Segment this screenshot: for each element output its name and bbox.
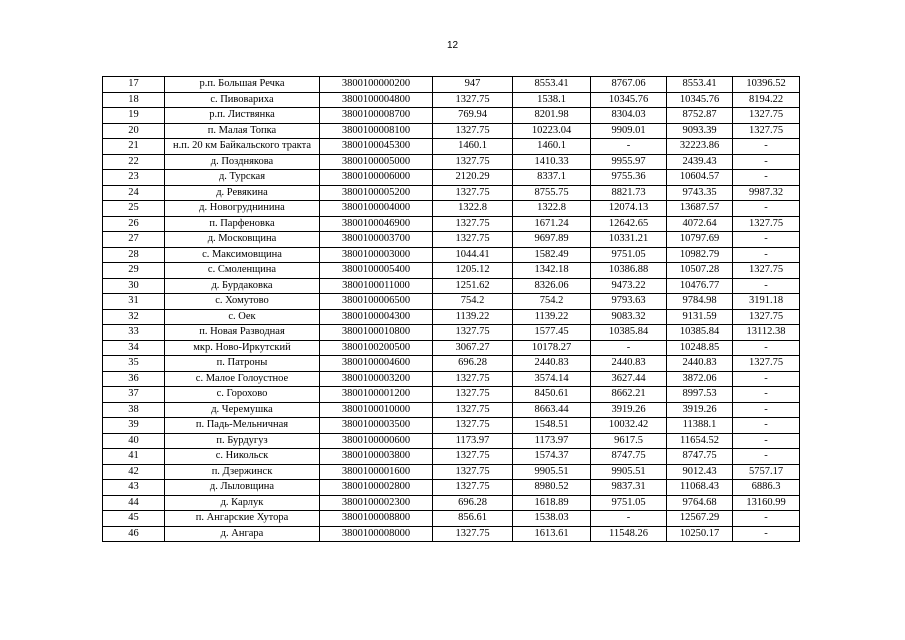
- table-row: [103, 340, 800, 356]
- settlement-cell: п. Малая Топка: [165, 123, 320, 139]
- value-cell-5: -: [733, 170, 800, 186]
- table-row: [103, 108, 800, 124]
- code-cell: 3800100001200: [320, 387, 433, 403]
- value-cell-4: 4072.64: [667, 216, 733, 232]
- value-cell-4: 10604.57: [667, 170, 733, 186]
- value-cell-3: 8662.21: [591, 387, 667, 403]
- value-cell-5: 9987.32: [733, 185, 800, 201]
- row-number-cell: 35: [103, 356, 165, 372]
- value-cell-3: 3919.26: [591, 402, 667, 418]
- settlement-cell: с. Горохово: [165, 387, 320, 403]
- settlement-cell: с. Оек: [165, 309, 320, 325]
- code-cell: 3800100001600: [320, 464, 433, 480]
- value-cell-4: 10345.76: [667, 92, 733, 108]
- settlement-cell: п. Патроны: [165, 356, 320, 372]
- value-cell-3: 9473.22: [591, 278, 667, 294]
- settlement-cell: р.п. Большая Речка: [165, 77, 320, 93]
- value-cell-5: -: [733, 371, 800, 387]
- settlement-cell: п. Новая Разводная: [165, 325, 320, 341]
- value-cell-1: 754.2: [433, 294, 513, 310]
- value-cell-2: 8663.44: [513, 402, 591, 418]
- row-number-cell: 29: [103, 263, 165, 279]
- value-cell-2: 1538.03: [513, 511, 591, 527]
- value-cell-2: 8326.06: [513, 278, 591, 294]
- value-cell-4: 9764.68: [667, 495, 733, 511]
- row-number-cell: 45: [103, 511, 165, 527]
- row-number-cell: 23: [103, 170, 165, 186]
- value-cell-3: 9751.05: [591, 247, 667, 263]
- row-number-cell: 40: [103, 433, 165, 449]
- value-cell-5: 1327.75: [733, 216, 800, 232]
- code-cell: 3800100010800: [320, 325, 433, 341]
- value-cell-1: 1460.1: [433, 139, 513, 155]
- row-number-cell: 21: [103, 139, 165, 155]
- row-number-cell: 22: [103, 154, 165, 170]
- row-number-cell: 32: [103, 309, 165, 325]
- table-row: [103, 433, 800, 449]
- value-cell-4: 11068.43: [667, 480, 733, 496]
- value-cell-4: 2439.43: [667, 154, 733, 170]
- value-cell-4: 13687.57: [667, 201, 733, 217]
- table-row: [103, 263, 800, 279]
- row-number-cell: 34: [103, 340, 165, 356]
- code-cell: 3800100002300: [320, 495, 433, 511]
- value-cell-3: 8821.73: [591, 185, 667, 201]
- table-body: [103, 77, 800, 542]
- settlement-cell: д. Лыловщина: [165, 480, 320, 496]
- value-cell-1: 1327.75: [433, 325, 513, 341]
- value-cell-2: 1139.22: [513, 309, 591, 325]
- value-cell-2: 1613.61: [513, 526, 591, 542]
- value-cell-3: 12074.13: [591, 201, 667, 217]
- settlement-cell: п. Ангарские Хутора: [165, 511, 320, 527]
- value-cell-1: 1251.62: [433, 278, 513, 294]
- value-cell-4: 3919.26: [667, 402, 733, 418]
- value-cell-2: 1460.1: [513, 139, 591, 155]
- table-row: [103, 216, 800, 232]
- code-cell: 3800100011000: [320, 278, 433, 294]
- code-cell: 3800100003700: [320, 232, 433, 248]
- value-cell-5: 1327.75: [733, 123, 800, 139]
- code-cell: 3800100005000: [320, 154, 433, 170]
- value-cell-4: 9093.39: [667, 123, 733, 139]
- table-row: [103, 154, 800, 170]
- value-cell-1: 1327.75: [433, 402, 513, 418]
- row-number-cell: 20: [103, 123, 165, 139]
- row-number-cell: 41: [103, 449, 165, 465]
- value-cell-3: 9837.31: [591, 480, 667, 496]
- value-cell-4: 3872.06: [667, 371, 733, 387]
- table-row: [103, 449, 800, 465]
- table-row: [103, 511, 800, 527]
- value-cell-3: 8747.75: [591, 449, 667, 465]
- table-row: [103, 92, 800, 108]
- value-cell-2: 1618.89: [513, 495, 591, 511]
- value-cell-2: 9905.51: [513, 464, 591, 480]
- value-cell-2: 9697.89: [513, 232, 591, 248]
- value-cell-3: 9755.36: [591, 170, 667, 186]
- value-cell-4: 2440.83: [667, 356, 733, 372]
- value-cell-1: 1173.97: [433, 433, 513, 449]
- value-cell-4: 10476.77: [667, 278, 733, 294]
- value-cell-1: 1327.75: [433, 371, 513, 387]
- code-cell: 3800100008000: [320, 526, 433, 542]
- value-cell-1: 1205.12: [433, 263, 513, 279]
- value-cell-5: -: [733, 340, 800, 356]
- value-cell-1: 1327.75: [433, 216, 513, 232]
- settlement-cell: мкр. Ново-Иркутский: [165, 340, 320, 356]
- value-cell-4: 11388.1: [667, 418, 733, 434]
- settlement-cell: с. Малое Голоустное: [165, 371, 320, 387]
- code-cell: 3800100010000: [320, 402, 433, 418]
- settlement-cell: д. Бурдаковка: [165, 278, 320, 294]
- value-cell-3: 9905.51: [591, 464, 667, 480]
- value-cell-1: 1139.22: [433, 309, 513, 325]
- data-table: [102, 76, 800, 542]
- value-cell-4: 10797.69: [667, 232, 733, 248]
- value-cell-2: 8337.1: [513, 170, 591, 186]
- code-cell: 3800100005200: [320, 185, 433, 201]
- settlement-cell: д. Черемушка: [165, 402, 320, 418]
- table-row: [103, 278, 800, 294]
- value-cell-2: 1410.33: [513, 154, 591, 170]
- table-row: [103, 170, 800, 186]
- settlement-cell: с. Никольск: [165, 449, 320, 465]
- value-cell-1: 1327.75: [433, 154, 513, 170]
- row-number-cell: 27: [103, 232, 165, 248]
- value-cell-2: 1574.37: [513, 449, 591, 465]
- settlement-cell: п. Падь-Мельничная: [165, 418, 320, 434]
- value-cell-5: -: [733, 201, 800, 217]
- code-cell: 3800100000600: [320, 433, 433, 449]
- value-cell-2: 8980.52: [513, 480, 591, 496]
- value-cell-1: 1327.75: [433, 449, 513, 465]
- value-cell-1: 1327.75: [433, 387, 513, 403]
- table-row: [103, 309, 800, 325]
- value-cell-2: 3574.14: [513, 371, 591, 387]
- code-cell: 3800100046900: [320, 216, 433, 232]
- code-cell: 3800100004000: [320, 201, 433, 217]
- table-row: [103, 480, 800, 496]
- value-cell-3: 10331.21: [591, 232, 667, 248]
- value-cell-3: 11548.26: [591, 526, 667, 542]
- settlement-cell: п. Бурдугуз: [165, 433, 320, 449]
- value-cell-3: 2440.83: [591, 356, 667, 372]
- code-cell: 3800100004300: [320, 309, 433, 325]
- code-cell: 3800100006000: [320, 170, 433, 186]
- value-cell-2: 8450.61: [513, 387, 591, 403]
- value-cell-5: -: [733, 526, 800, 542]
- value-cell-1: 3067.27: [433, 340, 513, 356]
- table-row: [103, 356, 800, 372]
- table-row: [103, 526, 800, 542]
- value-cell-3: -: [591, 139, 667, 155]
- value-cell-3: 9751.05: [591, 495, 667, 511]
- value-cell-4: 32223.86: [667, 139, 733, 155]
- value-cell-4: 10385.84: [667, 325, 733, 341]
- value-cell-4: 9131.59: [667, 309, 733, 325]
- settlement-cell: д. Ревякина: [165, 185, 320, 201]
- value-cell-2: 1548.51: [513, 418, 591, 434]
- value-cell-5: 1327.75: [733, 356, 800, 372]
- value-cell-5: 10396.52: [733, 77, 800, 93]
- table-row: [103, 495, 800, 511]
- value-cell-5: -: [733, 433, 800, 449]
- table-row: [103, 294, 800, 310]
- settlement-cell: н.п. 20 км Байкальского тракта: [165, 139, 320, 155]
- value-cell-1: 696.28: [433, 356, 513, 372]
- value-cell-1: 1327.75: [433, 123, 513, 139]
- value-cell-4: 8747.75: [667, 449, 733, 465]
- settlement-cell: с. Смоленщина: [165, 263, 320, 279]
- value-cell-4: 9743.35: [667, 185, 733, 201]
- value-cell-3: -: [591, 511, 667, 527]
- value-cell-3: 9617.5: [591, 433, 667, 449]
- value-cell-5: 1327.75: [733, 263, 800, 279]
- code-cell: 3800100006500: [320, 294, 433, 310]
- code-cell: 3800100045300: [320, 139, 433, 155]
- value-cell-5: 13160.99: [733, 495, 800, 511]
- value-cell-5: 3191.18: [733, 294, 800, 310]
- value-cell-5: -: [733, 418, 800, 434]
- value-cell-2: 2440.83: [513, 356, 591, 372]
- value-cell-1: 1327.75: [433, 232, 513, 248]
- row-number-cell: 42: [103, 464, 165, 480]
- value-cell-5: 13112.38: [733, 325, 800, 341]
- row-number-cell: 25: [103, 201, 165, 217]
- table-row: [103, 139, 800, 155]
- value-cell-1: 1327.75: [433, 526, 513, 542]
- settlement-cell: д. Карлук: [165, 495, 320, 511]
- value-cell-4: 12567.29: [667, 511, 733, 527]
- value-cell-5: 1327.75: [733, 309, 800, 325]
- value-cell-2: 1322.8: [513, 201, 591, 217]
- value-cell-3: 3627.44: [591, 371, 667, 387]
- value-cell-5: -: [733, 232, 800, 248]
- value-cell-4: 8997.53: [667, 387, 733, 403]
- table-row: [103, 232, 800, 248]
- value-cell-3: 8767.06: [591, 77, 667, 93]
- row-number-cell: 36: [103, 371, 165, 387]
- value-cell-3: 9793.63: [591, 294, 667, 310]
- row-number-cell: 30: [103, 278, 165, 294]
- value-cell-2: 8553.41: [513, 77, 591, 93]
- value-cell-1: 856.61: [433, 511, 513, 527]
- value-cell-1: 1327.75: [433, 480, 513, 496]
- settlement-cell: с. Максимовщина: [165, 247, 320, 263]
- value-cell-3: 9083.32: [591, 309, 667, 325]
- value-cell-5: -: [733, 247, 800, 263]
- table-row: [103, 371, 800, 387]
- value-cell-5: -: [733, 139, 800, 155]
- value-cell-4: 9784.98: [667, 294, 733, 310]
- settlement-cell: с. Хомутово: [165, 294, 320, 310]
- table-row: [103, 418, 800, 434]
- value-cell-4: 10507.28: [667, 263, 733, 279]
- table-row: [103, 402, 800, 418]
- code-cell: 3800100008700: [320, 108, 433, 124]
- value-cell-2: 1173.97: [513, 433, 591, 449]
- value-cell-1: 1327.75: [433, 92, 513, 108]
- code-cell: 3800100003800: [320, 449, 433, 465]
- settlement-cell: д. Турская: [165, 170, 320, 186]
- value-cell-5: 1327.75: [733, 108, 800, 124]
- value-cell-4: 10250.17: [667, 526, 733, 542]
- value-cell-2: 1538.1: [513, 92, 591, 108]
- value-cell-1: 1044.41: [433, 247, 513, 263]
- code-cell: 3800100002800: [320, 480, 433, 496]
- row-number-cell: 19: [103, 108, 165, 124]
- value-cell-5: -: [733, 511, 800, 527]
- value-cell-2: 1671.24: [513, 216, 591, 232]
- value-cell-3: -: [591, 340, 667, 356]
- row-number-cell: 37: [103, 387, 165, 403]
- value-cell-5: 6886.3: [733, 480, 800, 496]
- settlement-cell: д. Московщина: [165, 232, 320, 248]
- table-row: [103, 185, 800, 201]
- value-cell-1: 1322.8: [433, 201, 513, 217]
- value-cell-5: -: [733, 387, 800, 403]
- settlement-cell: п. Дзержинск: [165, 464, 320, 480]
- table-row: [103, 387, 800, 403]
- row-number-cell: 24: [103, 185, 165, 201]
- value-cell-5: 8194.22: [733, 92, 800, 108]
- value-cell-3: 10385.84: [591, 325, 667, 341]
- value-cell-3: 12642.65: [591, 216, 667, 232]
- value-cell-4: 10248.85: [667, 340, 733, 356]
- value-cell-3: 10032.42: [591, 418, 667, 434]
- code-cell: 3800100008800: [320, 511, 433, 527]
- code-cell: 3800100003500: [320, 418, 433, 434]
- value-cell-4: 9012.43: [667, 464, 733, 480]
- code-cell: 3800100003200: [320, 371, 433, 387]
- value-cell-2: 1342.18: [513, 263, 591, 279]
- row-number-cell: 28: [103, 247, 165, 263]
- value-cell-1: 1327.75: [433, 185, 513, 201]
- value-cell-3: 8304.03: [591, 108, 667, 124]
- value-cell-5: -: [733, 154, 800, 170]
- value-cell-5: -: [733, 402, 800, 418]
- value-cell-3: 9955.97: [591, 154, 667, 170]
- code-cell: 3800100200500: [320, 340, 433, 356]
- page-number: 12: [446, 40, 459, 51]
- table-row: [103, 201, 800, 217]
- value-cell-1: 696.28: [433, 495, 513, 511]
- value-cell-1: 1327.75: [433, 418, 513, 434]
- table-row: [103, 464, 800, 480]
- value-cell-2: 8755.75: [513, 185, 591, 201]
- table-row: [103, 123, 800, 139]
- value-cell-1: 1327.75: [433, 464, 513, 480]
- value-cell-4: 11654.52: [667, 433, 733, 449]
- value-cell-2: 10178.27: [513, 340, 591, 356]
- code-cell: 3800100004800: [320, 92, 433, 108]
- value-cell-3: 10386.88: [591, 263, 667, 279]
- value-cell-1: 2120.29: [433, 170, 513, 186]
- table-row: [103, 77, 800, 93]
- settlement-cell: д. Ангара: [165, 526, 320, 542]
- value-cell-2: 1582.49: [513, 247, 591, 263]
- value-cell-5: 5757.17: [733, 464, 800, 480]
- settlement-cell: с. Пивовариха: [165, 92, 320, 108]
- table-row: [103, 325, 800, 341]
- row-number-cell: 43: [103, 480, 165, 496]
- row-number-cell: 18: [103, 92, 165, 108]
- value-cell-2: 10223.04: [513, 123, 591, 139]
- value-cell-1: 769.94: [433, 108, 513, 124]
- code-cell: 3800100003000: [320, 247, 433, 263]
- code-cell: 3800100000200: [320, 77, 433, 93]
- settlement-cell: р.п. Листвянка: [165, 108, 320, 124]
- row-number-cell: 31: [103, 294, 165, 310]
- settlement-cell: д. Новогруднинина: [165, 201, 320, 217]
- value-cell-4: 8752.87: [667, 108, 733, 124]
- value-cell-3: 9909.01: [591, 123, 667, 139]
- row-number-cell: 17: [103, 77, 165, 93]
- code-cell: 3800100004600: [320, 356, 433, 372]
- code-cell: 3800100005400: [320, 263, 433, 279]
- value-cell-4: 8553.41: [667, 77, 733, 93]
- row-number-cell: 44: [103, 495, 165, 511]
- table-row: [103, 247, 800, 263]
- value-cell-5: -: [733, 278, 800, 294]
- settlement-cell: д. Позднякова: [165, 154, 320, 170]
- code-cell: 3800100008100: [320, 123, 433, 139]
- value-cell-4: 10982.79: [667, 247, 733, 263]
- row-number-cell: 46: [103, 526, 165, 542]
- value-cell-5: -: [733, 449, 800, 465]
- value-cell-2: 8201.98: [513, 108, 591, 124]
- value-cell-1: 947: [433, 77, 513, 93]
- row-number-cell: 38: [103, 402, 165, 418]
- row-number-cell: 33: [103, 325, 165, 341]
- value-cell-3: 10345.76: [591, 92, 667, 108]
- value-cell-2: 754.2: [513, 294, 591, 310]
- settlement-cell: п. Парфеновка: [165, 216, 320, 232]
- row-number-cell: 39: [103, 418, 165, 434]
- row-number-cell: 26: [103, 216, 165, 232]
- value-cell-2: 1577.45: [513, 325, 591, 341]
